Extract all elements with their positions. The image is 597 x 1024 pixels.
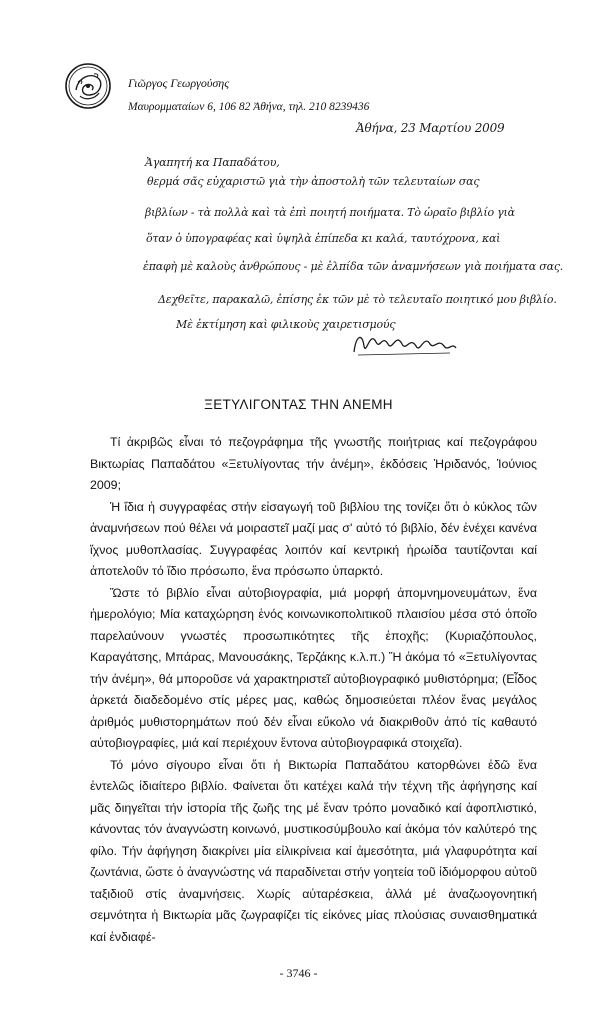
letter-line: ἐπαφὴ μὲ καλοὺς ἀνθρώπους - μὲ ἐλπίδα τῶν ἀναμνήσεων γιὰ ποιήματα σας. bbox=[143, 260, 564, 273]
letterhead-logo-icon bbox=[64, 62, 112, 110]
letterhead-address: Μαυρομματαίων 6, 106 82 Ἀθήνα, τηλ. 210 8239436 bbox=[128, 101, 370, 113]
letter-line: θερμά σᾶς εὐχαριστῶ γιὰ τὴν ἀποστολὴ τῶν τελευταίων σας bbox=[147, 175, 480, 188]
letter-date: Ἀθήνα, 23 Μαρτίου 2009 bbox=[356, 121, 505, 135]
article-body bbox=[90, 432, 537, 948]
article-paragraph: Τό μόνο σίγουρο εἶναι ὅτι ἡ Βικτωρία Παπαδάτου κατορθώνει ἐδῶ ἕνα ἐντελῶς ἰδιαίτερο βιβλίο. Φαίνεται ὅτι κατέχει καλά τήν τέχνη τῆς ἀφήγησης καί μᾶς διηγεῖται τήν ἱστορία τῆς ζωῆς της μέ ἕναν τρόπο μοναδικό καί ἀφοπλιστικό, κάνοντας τόν ἀναγνώστη κοινωνό, μυστικοσύμβουλο καί ἀκόμα τόν καλύτερό της φίλο. Τήν ἀφήγηση διακρίνει μία εἰλικρίνεια καί ἀμεσότητα, μιά γλαφυρότητα καί ζωντάνια, ὥστε ὁ ἀναγνώστης νά παραδίνεται στήν γοητεία τοῦ ἰδιόμορφου αὐτοῦ ταξιδιοῦ στίς ἀναμνήσεις. Χωρίς αὐταρέσκεια, ἀλλά μέ ἀναζωογονητική σεμνότητα ἡ Βικτωρία μᾶς ζωγραφίζει τίς εἰκόνες μίας πλούσιας συναισθηματικά καί ἐνδιαφέ- bbox=[90, 757, 537, 944]
article-title: ΞΕΤΥΛΙΓΟΝΤΑΣ ΤΗΝ ΑΝΕΜΗ bbox=[204, 397, 393, 412]
article-paragraph: Τί ἀκριβῶς εἶναι τό πεζογράφημα τῆς γνωστῆς ποιήτριας καί πεζογράφου Βικτωρίας Παπαδάτου «Ξετυλίγοντας τήν ἀνέμη», ἐκδόσεις Ἡριδανός, Ἰούνιος 2009; bbox=[90, 435, 537, 492]
letter-line: Δεχθεῖτε, παρακαλῶ, ἐπίσης ἐκ τῶν μὲ τὸ τελευταῖο ποιητικό μου βιβλίο. bbox=[158, 293, 557, 306]
letter-line: ὅταν ὁ ὑπογραφέας καὶ ὑψηλὰ ἐπίπεδα κι καλά, ταυτόχρονα, καὶ bbox=[146, 232, 501, 245]
letter-line: Μὲ ἐκτίμηση καὶ φιλικοὺς χαιρετισμούς bbox=[176, 318, 396, 331]
letter-line: Ἀγαπητή κα Παπαδάτου, bbox=[145, 156, 280, 169]
signature-icon bbox=[350, 322, 460, 360]
article-paragraph: Ἡ ἴδια ἡ συγγραφέας στήν εἰσαγωγή τοῦ βιβλίου της τονίζει ὅτι ὁ κύκλος τῶν ἀναμνήσεων πού θέλει νά μοιραστεῖ μαζί μας σ' αὐτό τό βιβλίο, δέν ἐνέχει κανένα ἴχνος μυθοπλασίας. Συγγραφέας λοιπόν καί κεντρική ἡρωίδα ταυτίζονται καί ἀποτελοῦν τό ἴδιο πρόσωπο, ἕνα πρόσωπο ὑπαρκτό. bbox=[90, 499, 537, 578]
letterhead-name: Γιῶργος Γεωργούσης bbox=[128, 76, 230, 90]
letter-line: βιβλίων - τὰ πολλὰ καὶ τὰ ἐπὶ ποιητή ποιήματα. Τὸ ὡραῖο βιβλίο γιὰ bbox=[145, 206, 515, 219]
article-paragraph: Ὥστε τό βιβλίο εἶναι αὐτοβιογραφία, μιά μορφή ἀπομνημονευμάτων, ἕνα ἡμερολόγιο; Μία καταχώρηση ἑνός κοινωνικοπολιτικοῦ πλαισίου μέσα στό ὁποῖο παρελαύνουν γνωστές προσωπικότητες τῆς ἐποχῆς; (Κυριαζόπουλος, Καραγάτσης, Μπάρας, Μανουσάκης, Τερζάκης κ.λ.π.) Ἤ ἀκόμα τό «Ξετυλίγοντας τήν ἀνέμη», θά μποροῦσε νά χαρακτηριστεῖ αὐτοβιογραφικό μυθιστόρημα; (Εἶδος ἀρκετά διαδεδομένο στίς μέρες μας, καθώς δημοσιεύεται πλέον ἕνας μεγάλος ἀριθμός μυθιστορημάτων πού δέν εἶναι εὔκολο νά διακριθοῦν ἀπό τίς καθαυτό αὐτοβιογραφίες, μιά καί περιέχουν ἔντονα αὐτοβιογραφικά στοιχεῖα). bbox=[90, 585, 537, 750]
page-number: - 3746 - bbox=[279, 966, 318, 980]
